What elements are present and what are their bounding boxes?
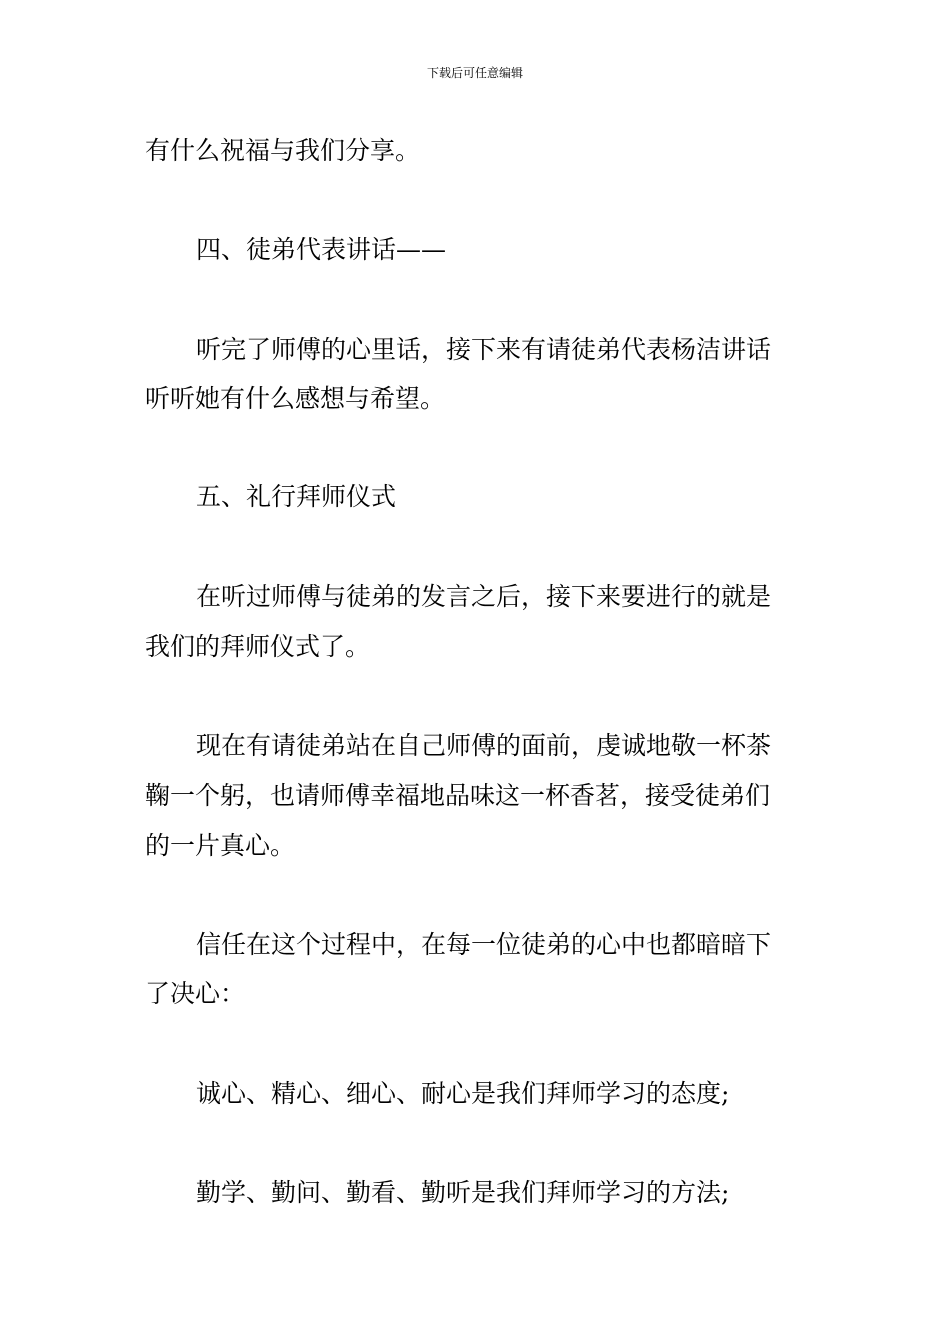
paragraph-1-line-1: 有什么祝福与我们分享。 <box>145 136 421 165</box>
paragraph-5-line-1: 在听过师傅与徒弟的发言之后，接下来要进行的就是 <box>196 582 772 611</box>
paragraph-3-line-1: 听完了师傅的心里话，接下来有请徒弟代表杨洁讲话 <box>196 335 772 364</box>
paragraph-9-line-1: 勤学、勤问、勤看、勤听是我们拜师学习的方法; <box>196 1178 730 1207</box>
paragraph-8-line-1: 诚心、精心、细心、耐心是我们拜师学习的态度; <box>196 1079 730 1108</box>
paragraph-6-line-2: 鞠一个躬，也请师傅幸福地品味这一杯香茗，接受徒弟们 <box>145 781 771 810</box>
paragraph-7-line-2: 了决心： <box>145 979 246 1008</box>
paragraph-6-line-1: 现在有请徒弟站在自己师傅的面前，虔诚地敬一杯茶 <box>196 731 772 760</box>
section-heading-4: 四、徒弟代表讲话—— <box>196 235 447 264</box>
section-heading-5: 五、礼行拜师仪式 <box>196 482 397 511</box>
paragraph-7-line-1: 信任在这个过程中，在每一位徒弟的心中也都暗暗下 <box>196 930 772 959</box>
paragraph-5-line-2: 我们的拜师仪式了。 <box>145 632 371 661</box>
paragraph-3-line-2: 听听她有什么感想与希望。 <box>145 384 446 413</box>
page-header: 下载后可任意编辑 <box>426 66 523 80</box>
paragraph-6-line-3: 的一片真心。 <box>145 831 296 860</box>
